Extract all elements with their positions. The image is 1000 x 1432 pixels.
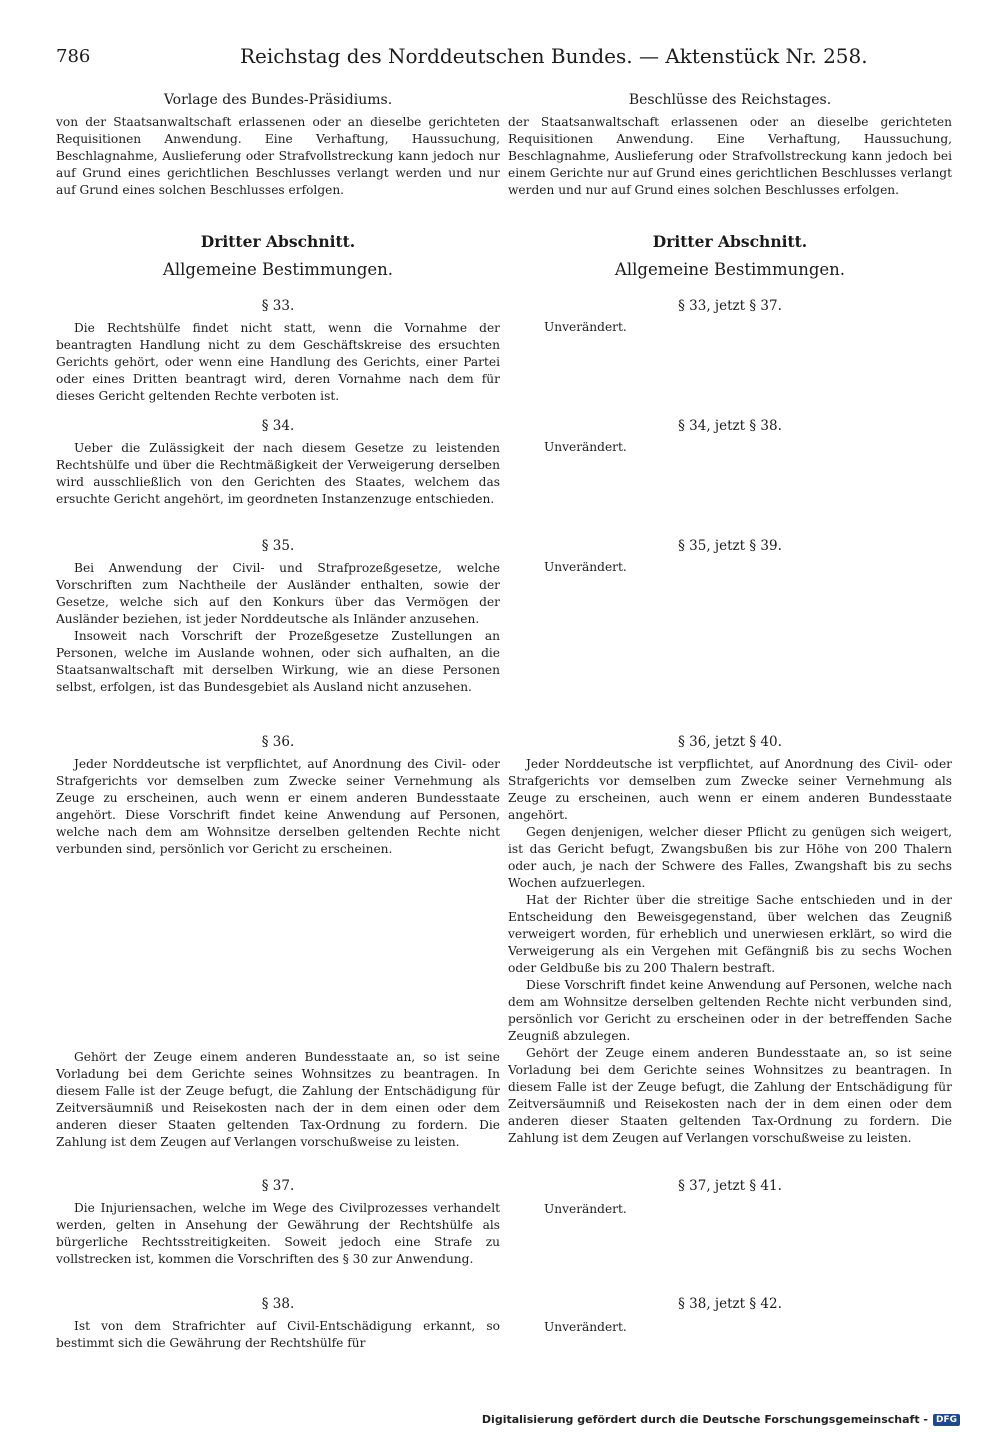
right-p36-text2: Gegen denjenigen, welcher dieser Pflicht zu genügen sich weigert, ist das Gericht befugt, Zwangsbußen bis zur Höhe von 200 Thalern oder auch, je nach der Schwere des Falles, Zwangshaft bis zu sechs Wochen aufzuerlegen. [508, 825, 952, 890]
dfg-logo: DFG [933, 1414, 960, 1426]
right-p36-text3: Hat der Richter über die streitige Sache entschieden und in der Entscheidung den Beweisgegenstand, über welchen das Zeugniß verweigert worden, für erheblich und unerwiesen erklärt, so wird die Verweigerung als ein Vergehen mit Gefängniß bis zu sechs Wochen oder Geldbuße bis zu 200 Thalern bestraft. [508, 893, 952, 975]
right-p33-num: § 33, jetzt § 37. [678, 298, 782, 314]
running-head: Reichstag des Norddeutschen Bundes. — Aktenstück Nr. 258. [240, 44, 868, 68]
left-p36-text1: Jeder Norddeutsche ist verpflichtet, auf Anordnung des Civil- oder Strafgerichts vor demselben zum Zwecke seiner Vernehmung als Zeuge zu erscheinen, auch wenn er einem anderen Bundesstaate angehört. Diese Vorschrift findet keine Anwendung auf Personen, welche nach dem am Wohnsitze derselben geltenden Rechte nicht verbunden sind, persönlich vor Gericht zu erscheinen. [56, 757, 500, 856]
right-column [508, 92, 952, 1392]
left-p34-text: Ueber die Zulässigkeit der nach diesem Gesetze zu leistenden Rechtshülfe und über die Rechtmäßigkeit der Verweigerung derselben wird ausschließlich von den Gerichten des Staates, welchem das ersuchte Gericht angehört, im geordneten Instanzenzuge entschieden. [56, 441, 500, 506]
left-section-title: Dritter Abschnitt. [200, 232, 356, 251]
right-section-title: Dritter Abschnitt. [652, 232, 808, 251]
right-p36-text4: Diese Vorschrift findet keine Anwendung auf Personen, welche nach dem am Wohnsitze derselben geltenden Rechte nicht verbunden sind, persönlich vor Gericht zu erscheinen oder in der betreffenden Sache Zeugniß abzulegen. [508, 978, 952, 1043]
left-p38-num: § 38. [261, 1296, 295, 1312]
right-p33-text: Unverändert. [544, 320, 627, 334]
right-p37-text: Unverändert. [544, 1202, 627, 1216]
right-p36-text5: Gehört der Zeuge einem anderen Bundesstaate an, so ist seine Vorladung bei dem Gerichte seines Wohnsitzes zu beantragen. In diesem Falle ist der Zeuge befugt, die Zahlung der Entschädigung für Zeitversäumniß und Reisekosten nach der in dem einen oder dem anderen dieser Staaten geltenden Tax-Ordnung zu fordern. Die Zahlung ist dem Zeugen auf Verlangen vorschußweise zu leisten. [508, 1046, 952, 1145]
right-section-sub: Allgemeine Bestimmungen. [614, 260, 846, 279]
left-p35-text2: Insoweit nach Vorschrift der Prozeßgesetze Zustellungen an Personen, welche im Auslande wohnen, oder sich aufhalten, an die Staatsanwaltschaft mit derselben Wirkung, wie an diese Personen selbst, erfolgen, ist das Bundesgebiet als Ausland nicht anzusehen. [56, 629, 500, 694]
footer-text: Digitalisierung gefördert durch die Deutsche Forschungsgemeinschaft - [481, 1413, 928, 1426]
left-p33-num: § 33. [261, 298, 295, 314]
right-p37-num: § 37, jetzt § 41. [678, 1178, 782, 1194]
left-p35-num: § 35. [261, 538, 295, 554]
right-p34-num: § 34, jetzt § 38. [678, 418, 782, 434]
footer [482, 1413, 960, 1426]
right-column-head: Beschlüsse des Reichstages. [628, 92, 832, 108]
right-p35-num: § 35, jetzt § 39. [678, 538, 782, 554]
left-p38-text: Ist von dem Strafrichter auf Civil-Entschädigung erkannt, so bestimmt sich die Gewährung der Rechtshülfe für [56, 1319, 500, 1350]
left-p37-num: § 37. [261, 1178, 295, 1194]
right-p38-num: § 38, jetzt § 42. [678, 1296, 782, 1312]
right-p35-text: Unverändert. [544, 560, 627, 574]
left-p37-text: Die Injuriensachen, welche im Wege des Civilprozesses verhandelt werden, gelten in Ansehung der Gewährung der Rechtshülfe als bürgerliche Rechtsstreitigkeiten. Soweit jedoch eine Strafe zu vollstrecken ist, kommen die Vorschriften des § 30 zur Anwendung. [56, 1201, 500, 1266]
right-intro: der Staatsanwaltschaft erlassenen oder an dieselbe gerichteten Requisitionen Anwendung. Eine Verhaftung, Haussuchung, Beschlagnahme, Auslieferung oder Strafvollstreckung kann jedoch bei einem Gerichte nur auf Grund eines gerichtlichen Beschlusses verlangt werden und nur auf Grund eines solchen Beschlusses erfolgen. [508, 115, 952, 197]
left-p36-text2: Gehört der Zeuge einem anderen Bundesstaate an, so ist seine Vorladung bei dem Gerichte seines Wohnsitzes zu beantragen. In diesem Falle ist der Zeuge befugt, die Zahlung der Entschädigung für Zeitversäumniß und Reisekosten nach der in dem einen oder dem anderen dieser Staaten geltenden Tax-Ordnung zu fordern. Die Zahlung ist dem Zeugen auf Verlangen vorschußweise zu leisten. [56, 1050, 500, 1149]
right-p36-num: § 36, jetzt § 40. [678, 734, 782, 750]
left-p34-num: § 34. [261, 418, 295, 434]
right-p38-text: Unverändert. [544, 1320, 627, 1334]
left-p33-text: Die Rechtshülfe findet nicht statt, wenn die Vornahme der beantragten Handlung nicht zu dem Geschäftskreise des ersuchten Gerichts gehört, oder wenn eine Handlung des Gerichts, einer Partei oder eines Dritten beantragt wird, deren Vornahme nach dem für dieses Gericht geltenden Rechte verboten ist. [56, 321, 500, 403]
left-column-head: Vorlage des Bundes-Präsidiums. [163, 92, 393, 108]
right-p34-text: Unverändert. [544, 440, 627, 454]
left-p36-num: § 36. [261, 734, 295, 750]
left-intro: von der Staatsanwaltschaft erlassenen oder an dieselbe gerichteten Requisitionen Anwendung. Eine Verhaftung, Haussuchung, Beschlagnahme, Auslieferung oder Strafvollstreckung kann jedoch nur auf Grund eines gerichtlichen Beschlusses verlangt werden und nur auf Grund eines solchen Beschlusses erfolgen. [56, 115, 500, 197]
right-p36-text1: Jeder Norddeutsche ist verpflichtet, auf Anordnung des Civil- oder Strafgerichts vor demselben zum Zwecke seiner Vernehmung als Zeuge zu erscheinen, auch wenn er einem anderen Bundesstaate angehört. [508, 757, 952, 822]
page-number: 786 [56, 46, 91, 67]
left-section-sub: Allgemeine Bestimmungen. [162, 260, 394, 279]
left-column [56, 92, 500, 1392]
left-p35-text1: Bei Anwendung der Civil- und Strafprozeßgesetze, welche Vorschriften zum Nachtheile der Ausländer enthalten, sowie der Gesetze, welche sich auf den Konkurs über das Vermögen der Ausländer beziehen, ist jeder Norddeutsche als Inländer anzusehen. [56, 561, 500, 626]
